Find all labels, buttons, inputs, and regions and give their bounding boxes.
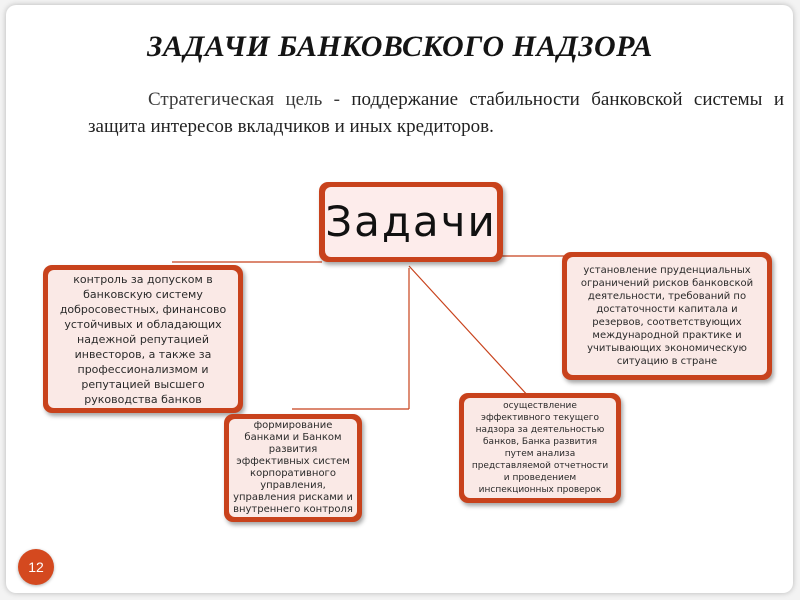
page-number-badge: 12	[18, 549, 54, 585]
node-governance-formation-text: формирование банками и Банком развития эффективных систем корпоративного управления, управления рисками и внутреннего контроля	[233, 420, 353, 515]
node-ongoing-supervision	[459, 393, 621, 503]
node-admission-control	[43, 265, 243, 413]
node-ongoing-supervision-text: осуществление эффективного текущего надзора за деятельностью банков, Банка развития путем анализа представляемой отчетности и проведением инспекционных проверок	[471, 401, 609, 495]
root-node-label: Задачи	[325, 187, 497, 257]
node-prudential-limits	[562, 252, 772, 380]
goal-body: поддержание стабильности банковской системы и защита интересов вкладчиков и иных кредиторов.	[88, 89, 784, 137]
connector-root-mid2	[409, 266, 530, 398]
goal-label: Стратегическая цель -	[148, 89, 352, 110]
slide-title: ЗАДАЧИ БАНКОВСКОГО НАДЗОРА	[147, 30, 653, 63]
node-governance-formation	[224, 414, 362, 522]
node-prudential-limits-text: установление пруденциальных ограничений рисков банковской деятельности, требований по достаточности капитала и резервов, соответствующих международной практике и учитывающих экономическую ситуацию в стране	[580, 265, 754, 367]
node-admission-control-text: контроль за допуском в банковскую систему добросовестных, финансово устойчивых и обладающих надежной репутацией инвесторов, а также за профессионализмом и репутацией высшего руководства банков	[59, 272, 227, 406]
root-node-tasks	[319, 182, 503, 262]
